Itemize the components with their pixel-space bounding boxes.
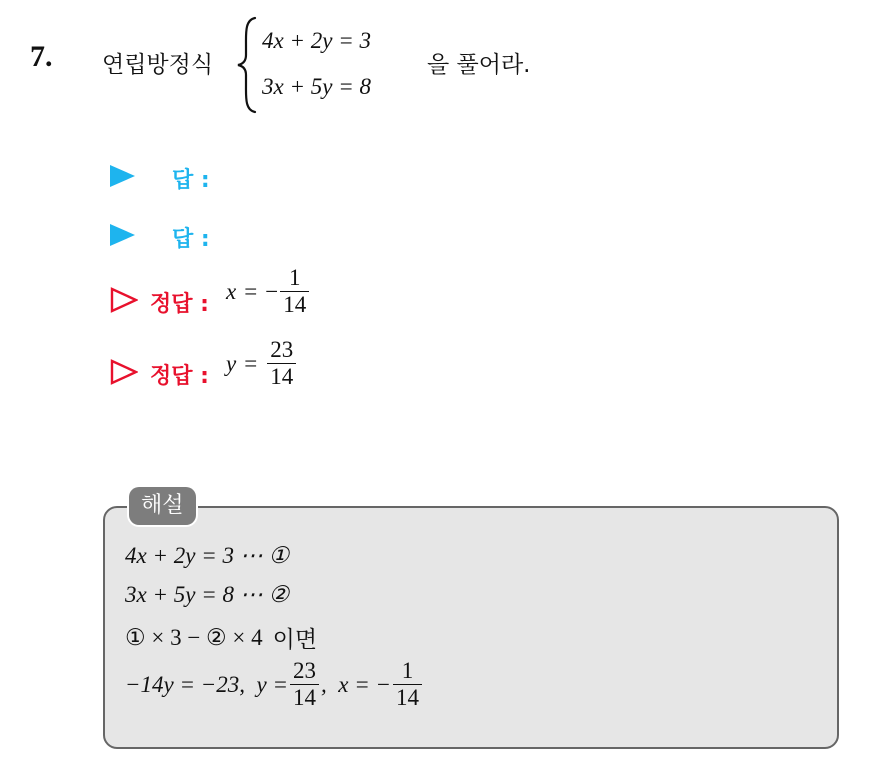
denominator: 14: [393, 684, 422, 711]
equation-1: 4x + 2y = 3: [262, 28, 371, 53]
equation-2: 3x + 5y = 8: [262, 74, 371, 99]
numerator: 1: [401, 658, 414, 683]
solution-line-4-start: −14y = −23, y =: [125, 671, 288, 697]
answer-label: 답 :: [172, 227, 210, 252]
fraction-y: [290, 658, 319, 712]
correct-arrow-icon: [110, 287, 138, 313]
fraction: [267, 337, 296, 391]
variable: y: [226, 350, 237, 376]
solution-line-4-mid: , x = −: [321, 671, 391, 697]
answer-arrow-icon: [110, 165, 135, 187]
correct-label: 정답 :: [150, 292, 209, 317]
question-number: 7.: [30, 40, 53, 73]
numerator: 23: [270, 337, 294, 362]
denominator: 14: [290, 684, 319, 711]
question-text-after: 을 풀어라.: [427, 52, 531, 78]
answer-label: 답 :: [172, 168, 210, 193]
answer-arrow-icon: [110, 224, 135, 246]
minus-sign: −: [265, 278, 279, 304]
equals-sign: =: [244, 278, 258, 304]
solution-line-3-text: 이면: [272, 627, 318, 653]
variable: x: [226, 278, 237, 304]
equals-sign: =: [244, 350, 258, 376]
solution-line-3-expr: ① × 3 − ② × 4: [125, 624, 263, 650]
correct-label: 정답 :: [150, 364, 209, 389]
system-brace: [236, 15, 258, 115]
solution-line-4: [125, 658, 424, 712]
correct-expression-x: [226, 265, 311, 319]
solution-line-1: 4x + 2y = 3 ⋯ ①: [125, 543, 290, 568]
denominator: 14: [280, 291, 309, 318]
correct-arrow-icon: [110, 359, 138, 385]
fraction-x: [393, 658, 422, 712]
question-text-before: 연립방정식: [102, 52, 214, 78]
solution-line-3: [125, 621, 317, 654]
correct-expression-y: [226, 337, 298, 391]
numerator: 23: [293, 658, 316, 683]
denominator: 14: [267, 363, 296, 390]
numerator: 1: [288, 265, 301, 290]
solution-line-2: 3x + 5y = 8 ⋯ ②: [125, 582, 290, 607]
fraction: [280, 265, 309, 319]
solution-tag: 해설: [129, 487, 196, 525]
